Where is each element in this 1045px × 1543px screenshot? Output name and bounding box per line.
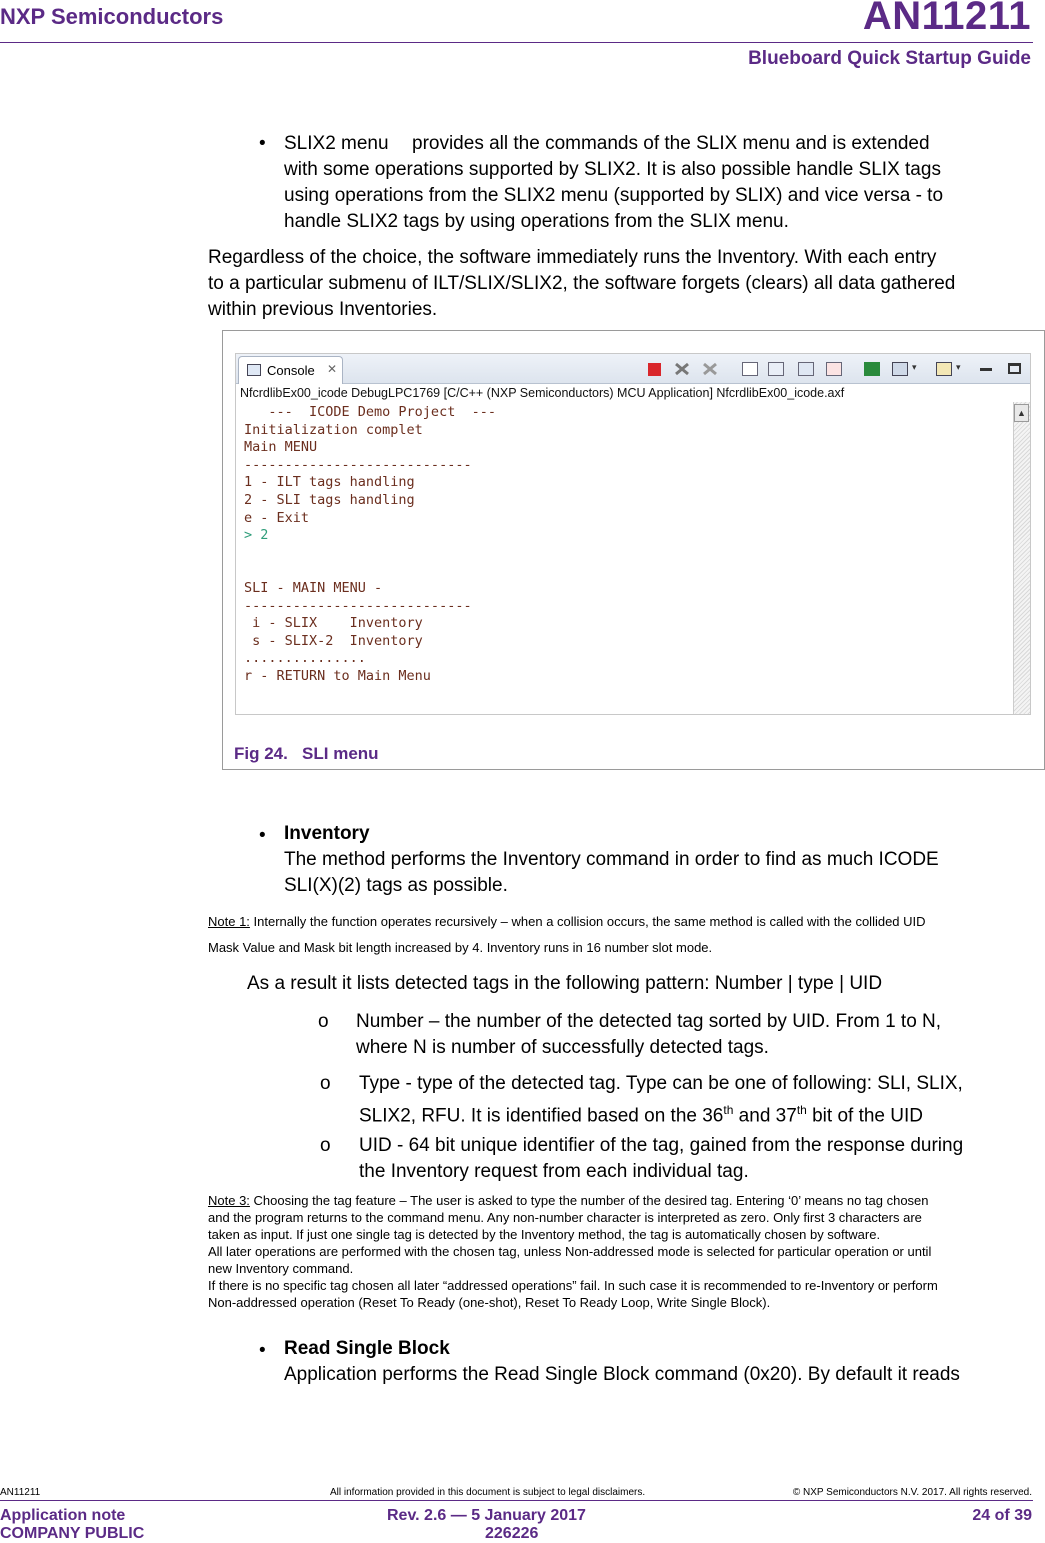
chevron-down-icon[interactable]: ▾ [912, 362, 917, 372]
chevron-down-icon[interactable]: ▾ [956, 362, 961, 372]
read-single-block-title: Read Single Block [284, 1338, 450, 1359]
paragraph-line-1: Regardless of the choice, the software immediately runs the Inventory. With each entry [208, 247, 937, 268]
type-item-line-2 [359, 1097, 923, 1129]
note-1-text: Internally the function operates recursively – when a collision occurs, the same method is called with the collided UID [249, 914, 926, 929]
footer-revision: Rev. 2.6 — 5 January 2017 [387, 1507, 586, 1524]
console-line: 1 - ILT tags handling [244, 474, 415, 491]
number-item-line-1: Number – the number of the detected tag sorted by UID. From 1 to N, [356, 1011, 942, 1032]
console-icon [247, 364, 261, 376]
console-toolbar [236, 354, 1030, 384]
open-console-icon[interactable] [936, 362, 952, 376]
console-line: ............... [244, 650, 366, 667]
console-line [244, 562, 496, 580]
sub-bullet-icon: o [318, 1011, 329, 1032]
paragraph-line-2: to a particular submenu of ILT/SLIX/SLIX2, the software forgets (clears) all data gathered [208, 273, 956, 294]
document-number: AN11211 [862, 0, 1031, 38]
figure-caption-text: SLI menu [302, 744, 379, 763]
show-error-icon[interactable] [826, 362, 842, 376]
bullet-icon: • [259, 1340, 266, 1361]
console-line: Main MENU [244, 439, 318, 456]
console-input: 2 [260, 527, 269, 544]
type-item-text-a: SLIX2, RFU. It is identified based on the 36 [359, 1105, 724, 1127]
terminate-icon[interactable] [648, 363, 661, 376]
result-pattern-line: As a result it lists detected tags in the following pattern: Number | type | UID [247, 973, 883, 994]
footer-doc-code: 226226 [485, 1525, 539, 1542]
footer-rule [0, 1500, 1033, 1501]
uid-item-line-2: the Inventory request from each individual tag. [359, 1161, 749, 1182]
company-name: NXP Semiconductors [0, 4, 224, 29]
superscript-th: th [723, 1103, 734, 1117]
scroll-up-arrow-icon[interactable]: ▲ [1014, 404, 1029, 422]
scroll-lock-icon[interactable] [768, 362, 784, 376]
console-view [235, 353, 1031, 715]
type-item-line-1: Type - type of the detected tag. Type can be one of following: SLI, SLIX, [359, 1073, 963, 1094]
note-3-line-2: and the program returns to the command menu. Any non-number character is interpreted as zero. Only first 3 characters are [208, 1210, 922, 1225]
console-output [244, 404, 496, 686]
console-line: --- ICODE Demo Project --- [244, 404, 496, 420]
note-3-line-5: new Inventory command. [208, 1261, 354, 1276]
bullet-icon: • [259, 133, 266, 154]
note-3-line-1: Choosing the tag feature – The user is asked to type the number of the desired tag. Entering ‘0’ means no tag chosen [249, 1193, 929, 1208]
console-scrollbar[interactable] [1013, 402, 1030, 714]
pin-console-icon[interactable] [864, 362, 880, 376]
note-1-label: Note 1: [208, 914, 250, 929]
footer-doc-id: AN11211 [0, 1487, 41, 1498]
figure-24 [222, 330, 1045, 770]
sub-bullet-icon: o [320, 1073, 331, 1094]
slix2-line-3: using operations from the SLIX2 menu (supported by SLIX) and vice versa - to [284, 185, 944, 206]
console-line: ---------------------------- [244, 597, 472, 614]
bullet-icon: • [259, 825, 266, 846]
sub-bullet-icon: o [320, 1135, 331, 1156]
slix2-line-2: with some operations supported by SLIX2. It is also possible handle SLIX tags [284, 159, 941, 180]
type-item-text-b: and 37 [733, 1105, 797, 1127]
slix2-term: SLIX2 menu [284, 133, 389, 154]
read-single-block-line: Application performs the Read Single Block command (0x20). By default it reads [284, 1364, 960, 1385]
uid-item-line-1: UID - 64 bit unique identifier of the tag, gained from the response during [359, 1135, 964, 1156]
console-line [244, 545, 496, 563]
footer-copyright: © NXP Semiconductors N.V. 2017. All rights reserved. [792, 1487, 1032, 1498]
type-item-text-c: bit of the UID [806, 1105, 923, 1127]
maximize-icon[interactable] [1008, 363, 1021, 374]
console-line: Initialization complet [244, 421, 423, 438]
inventory-line-1: The method performs the Inventory command in order to find as much ICODE [284, 849, 939, 870]
console-tab[interactable] [238, 356, 343, 384]
footer-doc-type: Application note [0, 1507, 126, 1524]
console-tab-label: Console [267, 363, 315, 378]
clear-console-icon[interactable] [742, 362, 758, 376]
console-line: s - SLIX-2 Inventory [244, 632, 423, 649]
footer-page-number: 24 of 39 [972, 1507, 1032, 1524]
word-wrap-icon[interactable] [798, 362, 814, 376]
close-icon[interactable]: ✕ [327, 362, 338, 376]
inventory-title: Inventory [284, 823, 370, 844]
document-title: Blueboard Quick Startup Guide [748, 48, 1031, 69]
remove-all-icon[interactable] [702, 362, 718, 376]
note-1 [208, 913, 926, 930]
number-item-line-2: where N is number of successfully detected tags. [356, 1037, 769, 1058]
note-3-line-3: taken as input. If just one single tag is detected by the Inventory method, the tag is automatically chosen by software. [208, 1227, 881, 1242]
note-3-label: Note 3: [208, 1193, 250, 1208]
header-rule [0, 42, 1033, 43]
display-console-icon[interactable] [892, 362, 908, 376]
console-prompt-line [244, 527, 496, 545]
slix2-line-4: handle SLIX2 tags by using operations from the SLIX menu. [284, 211, 789, 232]
inventory-line-2: SLI(X)(2) tags as possible. [284, 875, 508, 896]
note-3-line-4: All later operations are performed with the chosen tag, unless Non-addressed mode is selected for particular operation or until [208, 1244, 932, 1259]
footer-classification: COMPANY PUBLIC [0, 1525, 145, 1542]
footer-disclaimer: All information provided in this document is subject to legal disclaimers. [330, 1487, 646, 1498]
note-3-line-7: Non-addressed operation (Reset To Ready (one-shot), Reset To Ready Loop, Write Single Block). [208, 1295, 771, 1310]
paragraph-line-3: within previous Inventories. [208, 299, 438, 320]
note-1-line-2: Mask Value and Mask bit length increased by 4. Inventory runs in 16 number slot mode. [208, 940, 713, 955]
console-line: ---------------------------- [244, 456, 472, 473]
figure-caption [234, 744, 379, 764]
console-prompt: > [244, 527, 261, 544]
figure-caption-label: Fig 24. [234, 744, 288, 763]
remove-launch-icon[interactable] [674, 362, 690, 376]
minimize-icon[interactable] [980, 368, 992, 371]
console-line: r - RETURN to Main Menu [244, 667, 431, 684]
note-3-line-6: If there is no specific tag chosen all later “addressed operations” fail. In such case it is recommended to re-Inventory or perform [208, 1278, 938, 1293]
superscript-th: th [796, 1103, 807, 1117]
slix2-line-1: provides all the commands of the SLIX menu and is extended [412, 133, 930, 154]
note-3 [208, 1192, 929, 1209]
console-line: e - Exit [244, 509, 310, 526]
console-line: 2 - SLI tags handling [244, 491, 415, 508]
console-line: i - SLIX Inventory [244, 615, 423, 632]
console-line: SLI - MAIN MENU - [244, 579, 383, 596]
console-launch-path: NfcrdlibEx00_icode DebugLPC1769 [C/C++ (NXP Semiconductors) MCU Application] NfcrdlibEx00_icode.axf [240, 386, 845, 400]
